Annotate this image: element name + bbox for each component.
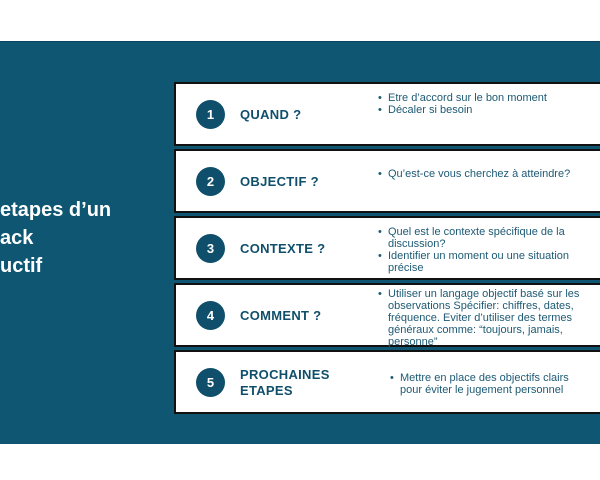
bullet-item: • Qu’est-ce vous cherchez à atteindre?	[376, 168, 600, 180]
bullet-item: • Etre d’accord sur le bon moment	[376, 92, 600, 104]
step-bullets	[376, 168, 600, 180]
bullet-continuation-text: observations Spécifier: chiffres, dates,	[388, 300, 574, 312]
slide-title-line-1: etapes d’un	[0, 199, 112, 221]
bullet-item: • Identifier un moment ou une situation	[376, 250, 600, 262]
step-label: CONTEXTE ?	[240, 241, 326, 256]
step-label-line-2: ETAPES	[240, 383, 293, 398]
slide-title-line-2: ack	[0, 227, 34, 249]
step-label: COMMENT ?	[240, 308, 322, 323]
step-card-4	[174, 283, 600, 347]
step-number-badge: 1	[196, 100, 225, 129]
bullet-continuation-text: discussion?	[388, 238, 446, 250]
step-number-badge: 2	[196, 167, 225, 196]
bullet-continuation-text: pour éviter le jugement personnel	[400, 384, 564, 396]
bullet-item: • Mettre en place des objectifs clairs	[388, 372, 600, 384]
step-number-badge: 4	[196, 301, 225, 330]
step-label-line-1: PROCHAINES	[240, 367, 330, 382]
step-label: QUAND ?	[240, 107, 302, 122]
step-card-5	[174, 350, 600, 414]
step-label	[240, 367, 330, 399]
step-card-1	[174, 82, 600, 146]
bullet-item: • Utiliser un langage objectif basé sur les	[376, 288, 600, 300]
bullet-item-continuation	[376, 312, 600, 324]
step-number-badge: 5	[196, 368, 225, 397]
bullet-continuation-text: précise	[388, 262, 424, 274]
step-bullets	[376, 92, 600, 116]
bullet-continuation-text: personne”	[388, 336, 438, 348]
bullet-item: • Décaler si besoin	[376, 104, 600, 116]
step-number-badge: 3	[196, 234, 225, 263]
bullet-item-continuation	[388, 384, 600, 396]
step-bullets	[376, 226, 600, 274]
step-label: OBJECTIF ?	[240, 174, 319, 189]
slide-title-line-3: uctif	[0, 255, 43, 277]
bullet-item-continuation	[376, 300, 600, 312]
step-bullets	[376, 288, 600, 348]
bullet-item: • Quel est le contexte spécifique de la	[376, 226, 600, 238]
bullet-item-continuation	[376, 238, 600, 250]
bullet-item-continuation	[376, 324, 600, 336]
steps-list	[174, 82, 600, 417]
bullet-item-continuation	[376, 336, 600, 348]
bullet-continuation-text: généraux comme: “toujours, jamais,	[388, 324, 563, 336]
step-card-2	[174, 149, 600, 213]
step-bullets	[388, 372, 600, 396]
step-card-3	[174, 216, 600, 280]
slide-title	[0, 196, 170, 280]
bullet-continuation-text: fréquence. Eviter d’utiliser des termes	[388, 312, 573, 324]
bullet-item-continuation	[376, 262, 600, 274]
